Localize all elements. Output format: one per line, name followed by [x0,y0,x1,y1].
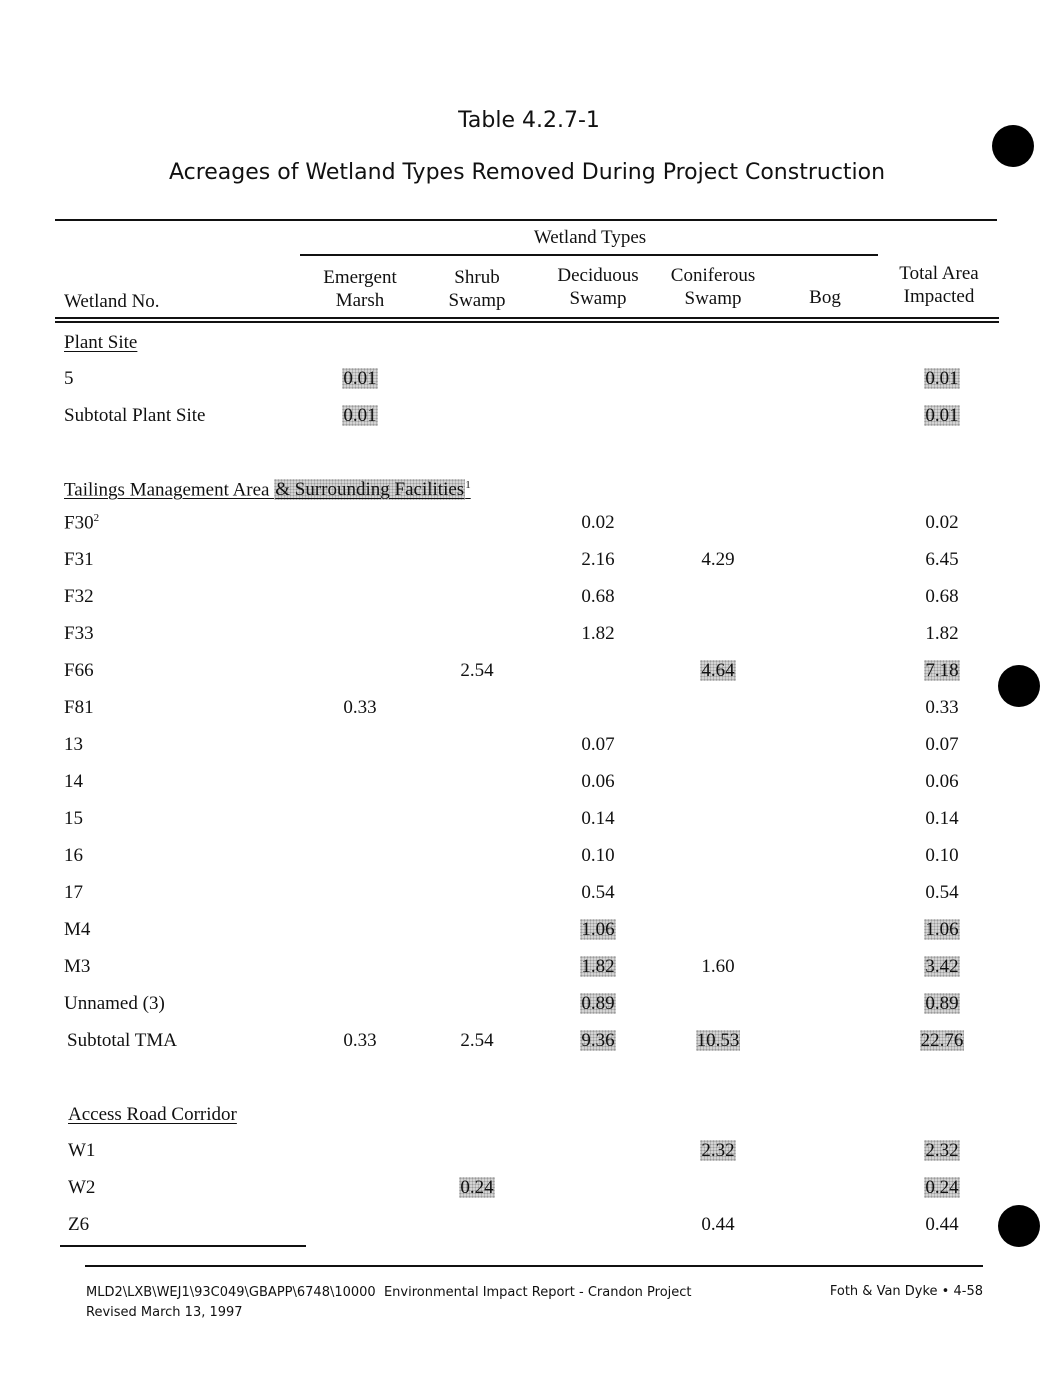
cell-deciduous: 0.02 [581,512,615,533]
cell-deciduous: 0.54 [581,882,615,903]
cell-total: 0.02 [925,512,959,533]
cell-total: 2.32 [925,1140,959,1161]
table-row [0,1030,1058,1056]
punch-hole-top [992,125,1034,167]
table-row [0,1140,1058,1166]
footnote-mark: 2 [93,512,100,524]
cell-emergent: 0.33 [343,1030,377,1051]
cell-deciduous: 1.06 [581,919,615,940]
cell-emergent: 0.01 [343,405,377,426]
row-label: M4 [64,919,91,940]
cell-total: 0.10 [925,845,959,866]
table-row [0,919,1058,945]
cell-total: 0.06 [925,771,959,792]
row-label: 13 [64,734,83,755]
table-row [0,993,1058,1019]
cell-deciduous: 2.16 [581,549,615,570]
table-row [0,405,1058,431]
header-deciduous-swamp: Deciduous Swamp [557,265,639,309]
row-label: Subtotal Plant Site [64,405,206,426]
row-label: F33 [64,623,94,644]
cell-deciduous: 0.07 [581,734,615,755]
table-row [0,1177,1058,1203]
cell-deciduous: 1.82 [581,623,615,644]
cell-shrub: 2.54 [460,660,494,681]
cell-coniferous: 4.64 [701,660,735,681]
cell-coniferous: 0.44 [701,1214,735,1235]
table-row [0,808,1058,834]
header-bog: Bog [809,287,841,308]
footer-rule [85,1265,983,1267]
table-row [0,771,1058,797]
row-label: F31 [64,549,94,570]
cell-coniferous: 2.32 [701,1140,735,1161]
cell-total: 1.06 [925,919,959,940]
cell-coniferous: 4.29 [701,549,735,570]
cell-total: 0.33 [925,697,959,718]
header-coniferous-swamp: Coniferous Swamp [670,265,756,309]
row-label: Unnamed (3) [64,993,165,1014]
table-row [0,368,1058,394]
section-access-road: Access Road Corridor [68,1104,237,1125]
cell-total: 0.54 [925,882,959,903]
cell-emergent: 0.01 [343,368,377,389]
cell-total: 7.18 [925,660,959,681]
row-label: Subtotal TMA [67,1030,177,1051]
table-row [0,512,1058,538]
table-top-rule [55,219,997,221]
footer-report: Environmental Impact Report - Crandon Project [383,1285,692,1300]
table-row [0,956,1058,982]
row-label: 14 [64,771,83,792]
cell-deciduous: 1.82 [581,956,615,977]
footer-left [86,1285,692,1300]
header-rule-lower [55,321,999,323]
footer-firm-page: Foth & Van Dyke • 4-58 [829,1284,983,1299]
row-label: 5 [64,368,74,389]
cell-total: 0.89 [925,993,959,1014]
header-shrub-swamp: Shrub Swamp [448,267,506,311]
table-row [0,586,1058,612]
table-row [0,882,1058,908]
cell-total: 0.07 [925,734,959,755]
header-wetland-no: Wetland No. [64,291,160,312]
cell-total: 0.01 [925,368,959,389]
table-title: Acreages of Wetland Types Removed During Project Construction [168,160,886,185]
cell-total: 6.45 [925,549,959,570]
footer-path: MLD2\LXB\WEJ1\93C049\GBAPP\6748\10000 [86,1285,376,1300]
table-row [0,845,1058,871]
row-label: 16 [64,845,83,866]
cell-total: 22.76 [920,1030,964,1051]
table-row [0,549,1058,575]
row-label: F30 [64,512,94,534]
row-label: 15 [64,808,83,829]
row-label: W1 [68,1140,96,1161]
cell-deciduous: 0.14 [581,808,615,829]
header-rule-upper [55,317,999,319]
header-emergent-marsh: Emergent Marsh [323,267,397,311]
group-header-rule [300,254,878,256]
cell-coniferous: 10.53 [696,1030,740,1051]
cell-emergent: 0.33 [343,697,377,718]
table-number: Table 4.2.7-1 [458,108,600,133]
row-label: F81 [64,697,94,718]
section-tma: Tailings Management Area & Surrounding Facilities$^1$ [64,479,471,501]
cell-coniferous: 1.60 [701,956,735,977]
table-row [0,660,1058,686]
row-label: 17 [64,882,83,903]
table-end-rule [60,1245,306,1247]
cell-shrub: 2.54 [460,1030,494,1051]
cell-deciduous: 0.06 [581,771,615,792]
cell-total: 0.14 [925,808,959,829]
cell-total: 0.24 [925,1177,959,1198]
cell-total: 1.82 [925,623,959,644]
header-wetland-types: Wetland Types [533,227,647,248]
table-row [0,697,1058,723]
cell-total: 0.44 [925,1214,959,1235]
row-label: M3 [64,956,91,977]
cell-deciduous: 0.68 [581,586,615,607]
row-label: F32 [64,586,94,607]
footer-revised: Revised March 13, 1997 [86,1305,243,1320]
cell-deciduous: 0.10 [581,845,615,866]
cell-total: 0.01 [925,405,959,426]
header-total-area-impacted: Total Area Impacted [899,263,979,307]
table-row [0,734,1058,760]
cell-shrub: 0.24 [460,1177,494,1198]
cell-total: 3.42 [925,956,959,977]
section-plant-site: Plant Site [64,332,138,353]
row-label: F66 [64,660,94,681]
table-row [0,623,1058,649]
row-label: Z6 [68,1214,90,1235]
cell-deciduous: 9.36 [581,1030,615,1051]
cell-deciduous: 0.89 [581,993,615,1014]
cell-total: 0.68 [925,586,959,607]
row-label: W2 [68,1177,96,1198]
table-row [0,1214,1058,1240]
